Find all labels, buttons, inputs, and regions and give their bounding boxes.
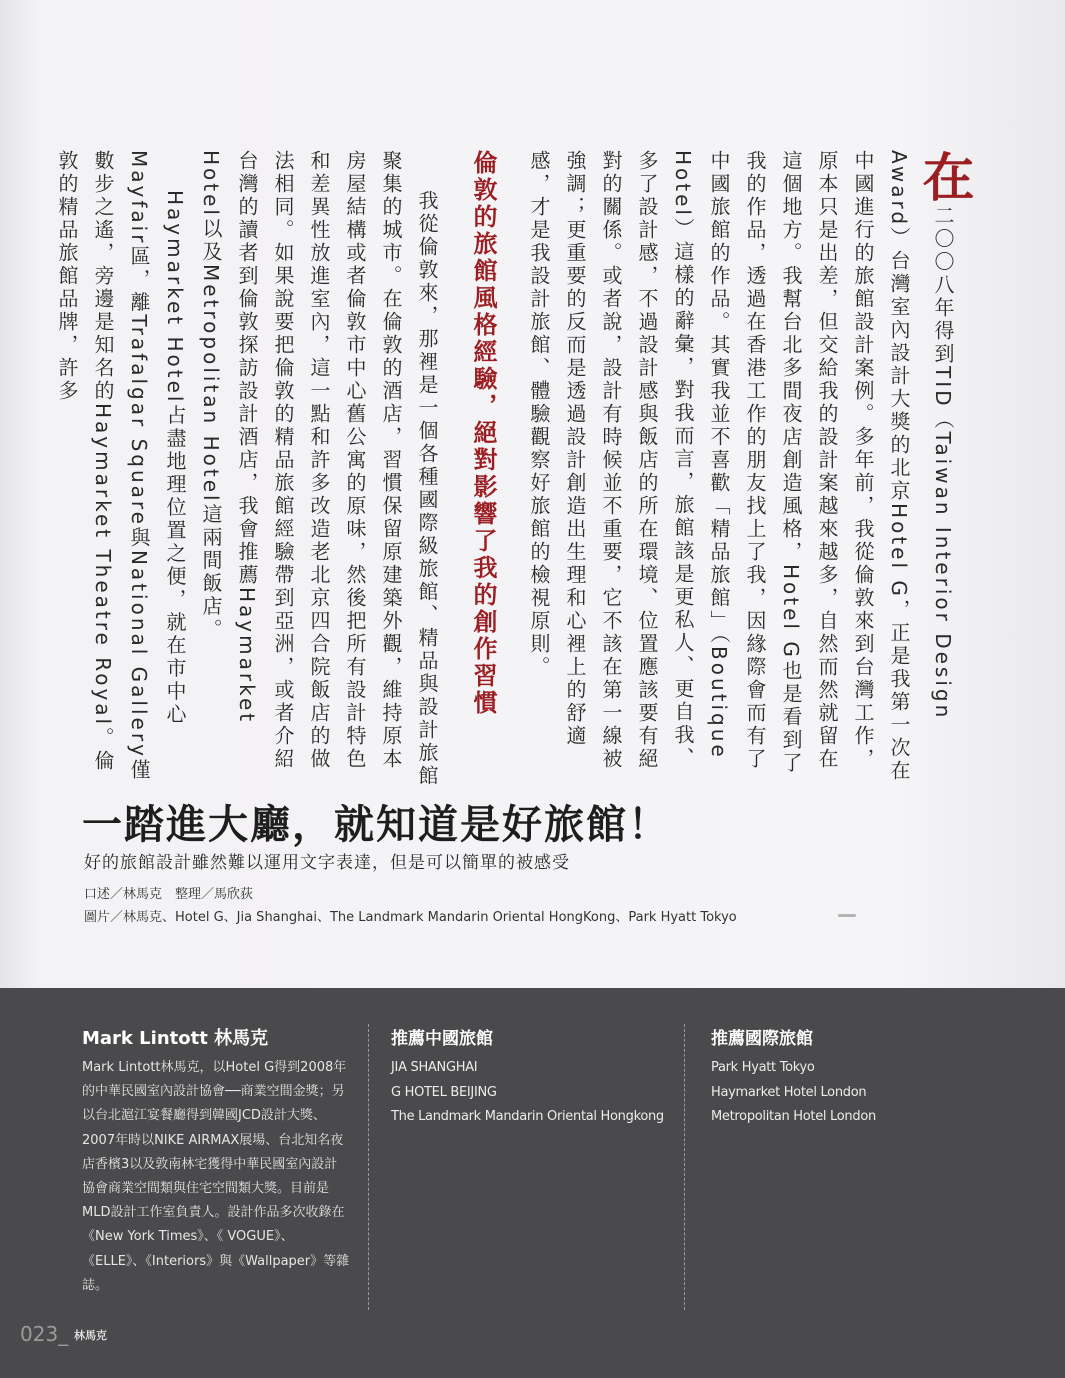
- bio-name: Mark Lintott 林馬克: [82, 1028, 269, 1049]
- list-item: G HOTEL BEIJING: [391, 1084, 497, 1100]
- intl-hotels-list: [711, 1056, 876, 1130]
- list-item: Haymarket Hotel London: [711, 1084, 867, 1100]
- list-item: The Landmark Mandarin Oriental Hongkong: [391, 1109, 664, 1124]
- column-divider: [684, 1024, 685, 1310]
- credit-text: 口述／林馬克 整理／馬欣荻: [84, 887, 254, 902]
- intl-hotels-title: 推薦國際旅館: [711, 1029, 813, 1049]
- print-smudge: [838, 914, 856, 917]
- article-headline: 一踏進大廳，就知道是好旅館！: [82, 802, 670, 848]
- list-item: JIA SHANGHAI: [391, 1060, 478, 1075]
- photo-credit: 圖片／林馬克、Hotel G、Jia Shanghai、The Landmark Mandarin Oriental HongKong、Park Hyatt Tokyo: [84, 910, 737, 925]
- drop-cap: 在: [913, 150, 973, 205]
- china-hotels-title: 推薦中國旅館: [391, 1029, 493, 1049]
- paragraph-london: 我從倫敦來，那裡是一個各種國際級旅館、精品與設計旅館聚集的城市。在倫敦的酒店，習慣保留原建築外觀，維持原本房屋結構或者倫敦市中心舊公寓的原味，然後把所有設計特色和差異性放進室內，這一點和許多改造老北京四合院飯店的做法相同。如果說要把倫敦的精品旅館經驗帶到亞洲，或者介紹台灣的讀者到倫敦探訪設計酒店，我會推薦Haymarket Hotel以及Metropolitan Hotel這兩間飯店。: [199, 150, 439, 788]
- page-author: 林馬克: [74, 1329, 107, 1342]
- intro-paragraph: [521, 150, 973, 790]
- list-item: Park Hyatt Tokyo: [711, 1060, 815, 1075]
- intro-text: 二〇〇八年得到TID（Taiwan Interior Design Award）台灣室內設計大獎的北京Hotel G，正是我第一次在中國進行的旅館設計案例。多年前，我從倫敦來到台灣工作，原本只是出差，但交給我的設計案越來越多，自然而然就留在這個地方。我幫台北多間夜店創造風格，Hotel G也是看到了我的作品，透過在香港工作的朋友找上了我，因緣際會而有了中國旅館的作品。其實我並不喜歡「精品旅館」（Boutique Hotel）這樣的辭彙，對我而言，旅館該是更私人、更自我、多了設計感，不過設計感與飯店的所在環境、位置應該要有絕對的關係。或者說，設計有時候並不重要，它不該在第一線被強調；更重要的反而是透過設計創造出生理和心裡上的舒適感，才是我設計旅館、體驗觀察好旅館的檢視原則。: [527, 150, 955, 783]
- paragraph-haymarket: Haymarket Hotel占盡地理位置之便，就在市中心Mayfair區，離Trafalgar Square與National Gallery僅數步之遙，旁邊是知名的Haymarket Theatre Royal。倫敦的精品旅館品牌，許多: [55, 150, 187, 782]
- article-subline: 好的旅館設計雖然難以運用文字表達，但是可以簡單的被感受: [84, 853, 570, 873]
- section-subhead: 倫敦的旅館風格經驗，絕對影響了我的創作習慣: [469, 150, 497, 717]
- column-divider: [368, 1024, 369, 1310]
- china-hotels-list: [391, 1056, 664, 1130]
- article-columns: [55, 150, 973, 790]
- page-number: 023_: [20, 1322, 69, 1346]
- bio-text: Mark Lintott林馬克，以Hotel G得到2008年的中華民國室內設計協會──商業空間金獎；另以台北滬江宴餐廳得到韓國JCD設計大獎、2007年時以NIKE AIRMAX展場、台北知名夜店香檳3以及敦南林宅獲得中華民國室內設計協會商業空間類與住宅空間類大獎。目前是MLD設計工作室負責人。設計作品多次收錄在《New York Times》、《 VOGUE》、《ELLE》、《Interiors》與《Wallpaper》等雜誌。: [82, 1060, 350, 1293]
- list-item: Metropolitan Hotel London: [711, 1109, 876, 1124]
